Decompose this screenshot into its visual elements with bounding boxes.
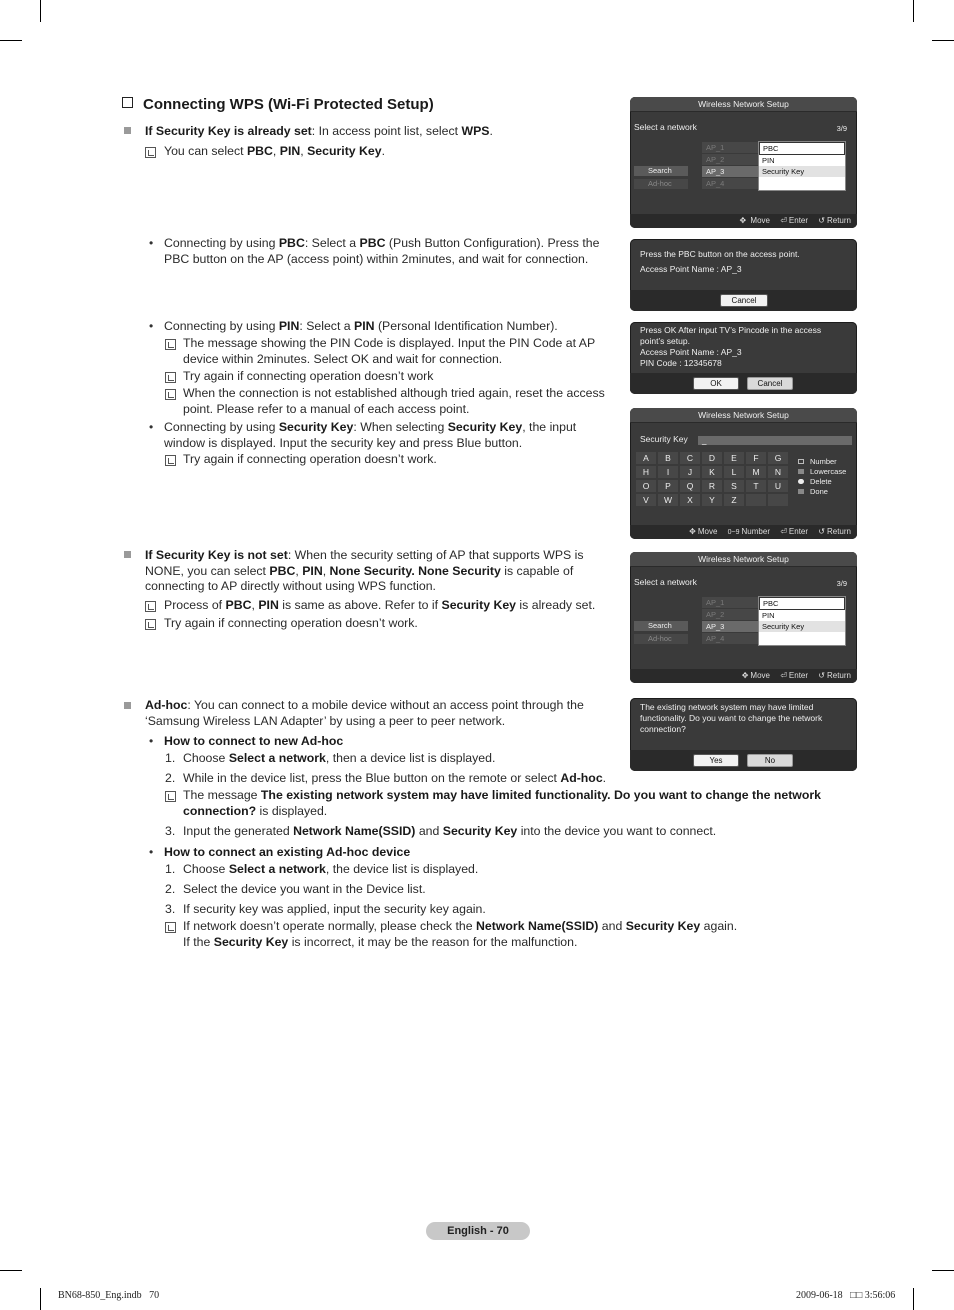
- pin-code: PIN Code : 12345678: [640, 358, 722, 368]
- keyboard-key[interactable]: A: [636, 452, 656, 464]
- yes-button[interactable]: Yes: [693, 754, 739, 767]
- crop-mark: [40, 1288, 41, 1310]
- note-icon: [145, 619, 156, 630]
- pin-message-3: Access Point Name : AP_3: [640, 347, 742, 357]
- circle-icon: [798, 479, 804, 484]
- square-icon: [798, 469, 804, 474]
- menu-item-pin[interactable]: PIN: [762, 611, 775, 620]
- keyboard-key[interactable]: L: [724, 466, 744, 478]
- keyboard-key[interactable]: P: [658, 480, 678, 492]
- menu-item-pbc[interactable]: PBC: [759, 597, 845, 610]
- crop-mark: [932, 40, 954, 41]
- ap-item[interactable]: AP_1: [702, 142, 760, 153]
- keyboard-key[interactable]: R: [702, 480, 722, 492]
- keyboard-key[interactable]: E: [724, 452, 744, 464]
- section-ad-hoc: Ad-hoc: You can connect to a mobile device without an access point through the ‘Samsung Wireless LAN Adapter’ by using a peer to peer network.: [145, 698, 584, 728]
- osd-wireless-network-setup-2: [630, 552, 857, 683]
- bullet-icon: •: [149, 319, 154, 333]
- pin-note-2: Try again if connecting operation doesn’t work: [183, 369, 434, 383]
- bullet-icon: •: [149, 236, 154, 250]
- step-number: 3.: [165, 824, 176, 838]
- ap-item[interactable]: AP_2: [702, 154, 760, 165]
- keyboard-key[interactable]: C: [680, 452, 700, 464]
- note-icon: [165, 339, 176, 350]
- ap-list: [702, 142, 760, 190]
- checkbox-bullet-icon: [122, 97, 133, 108]
- bullet-icon: •: [149, 734, 154, 748]
- keyboard-key[interactable]: I: [658, 466, 678, 478]
- note-icon: [165, 389, 176, 400]
- s2-note-2: Try again if connecting operation doesn’t work.: [164, 616, 418, 630]
- pin-message-2: point’s setup.: [640, 336, 690, 346]
- s2-note-1: Process of PBC, PIN is same as above. Refer to if Security Key is already set.: [164, 598, 596, 612]
- cancel-button[interactable]: Cancel: [747, 377, 793, 390]
- number-keys-icon: 0~9: [727, 529, 740, 536]
- note-text: You can select PBC, PIN, Security Key.: [164, 144, 386, 158]
- keyboard-key[interactable]: K: [702, 466, 722, 478]
- existing-adhoc-heading: How to connect an existing Ad-hoc device: [164, 845, 411, 859]
- menu-item-pin[interactable]: PIN: [762, 156, 775, 165]
- crop-mark: [913, 1288, 914, 1310]
- keyboard-key[interactable]: U: [768, 480, 788, 492]
- ap-item[interactable]: AP_1: [702, 597, 760, 608]
- return-icon: ↺: [818, 671, 825, 680]
- security-key-text: Connecting by using Security Key: When selecting Security Key, the input window is displayed. Input the security key and press Blue button.: [164, 420, 577, 450]
- existing-adhoc-step-1: Choose Select a network, the device list is displayed.: [183, 862, 479, 876]
- square-bullet-icon: [124, 551, 131, 558]
- existing-adhoc-step-2: Select the device you want in the Device list.: [183, 882, 426, 896]
- note-icon: [165, 455, 176, 466]
- note-icon: [145, 147, 156, 158]
- keyboard-key[interactable]: X: [680, 494, 700, 506]
- move-icon: ✥: [741, 671, 749, 680]
- osd-pbc-dialog: [630, 239, 857, 311]
- option-delete[interactable]: Delete: [796, 477, 846, 487]
- menu-item-security-key[interactable]: Security Key: [759, 166, 845, 177]
- enter-icon: ⏎: [780, 527, 787, 536]
- section-security-key-not-set: If Security Key is not set: When the security setting of AP that supports WPS is NONE, you can select PBC, PIN, None Security. None Security is capable of connecting to AP directly without using WPS function.: [145, 548, 584, 593]
- pbc-message-2: Access Point Name : AP_3: [640, 264, 742, 274]
- pbc-text: Connecting by using PBC: Select a PBC (Push Button Configuration). Press the PBC button on the AP (access point) within 2minutes, and wait for connection.: [164, 236, 600, 266]
- print-file-info: BN68-850_Eng.indb 70: [58, 1290, 160, 1301]
- security-key-note: Try again if connecting operation doesn’t work.: [183, 452, 437, 466]
- menu-item-pbc[interactable]: PBC: [759, 142, 845, 155]
- pin-note-1: The message showing the PIN Code is displayed. Input the PIN Code at AP device within 2minutes. Select OK and wait for connection.: [183, 336, 595, 366]
- osd-footer: ✥ Move ⏎ Enter ↺ Return: [630, 669, 857, 683]
- keyboard-key[interactable]: J: [680, 466, 700, 478]
- bullet-icon: •: [149, 420, 154, 434]
- section-security-key-set: If Security Key is already set: In access point list, select WPS.: [145, 124, 493, 138]
- existing-adhoc-step-3: If security key was applied, input the security key again.: [183, 902, 486, 916]
- ap-item[interactable]: AP_2: [702, 609, 760, 620]
- page-title: Connecting WPS (Wi-Fi Protected Setup): [122, 96, 434, 113]
- option-number[interactable]: Number: [796, 457, 846, 467]
- keyboard-key[interactable]: F: [746, 452, 766, 464]
- menu-item-security-key[interactable]: Security Key: [759, 621, 845, 632]
- crop-mark: [0, 1270, 22, 1271]
- square-icon: [798, 489, 804, 494]
- move-icon: ✥: [689, 527, 696, 536]
- keyboard-key[interactable]: Q: [680, 480, 700, 492]
- note-icon: [165, 372, 176, 383]
- enter-icon: ⏎: [780, 671, 787, 680]
- adhoc-message-1: The existing network system may have limited: [640, 702, 814, 712]
- keyboard-key[interactable]: B: [658, 452, 678, 464]
- osd-footer: ✥ Move ⏎ Enter ↺ Return: [630, 214, 857, 228]
- dialog-footer: [630, 750, 857, 771]
- ap-item-selected[interactable]: AP_3: [702, 166, 760, 177]
- new-adhoc-note: The message The existing network system may have limited functionality. Do you want to change the network connection? is displayed.: [183, 788, 821, 818]
- keyboard-key[interactable]: Z: [724, 494, 744, 506]
- keyboard-key[interactable]: D: [702, 452, 722, 464]
- osd-security-key-input: [630, 408, 857, 539]
- dialog-footer: [630, 373, 857, 394]
- step-number: 2.: [165, 882, 176, 896]
- keyboard-key[interactable]: G: [768, 452, 788, 464]
- pin-text: Connecting by using PIN: Select a PIN (Personal Identification Number).: [164, 319, 558, 333]
- keyboard-key[interactable]: V: [636, 494, 656, 506]
- step-number: 1.: [165, 751, 176, 765]
- new-adhoc-step-3: Input the generated Network Name(SSID) and Security Key into the device you want to connect.: [183, 824, 717, 838]
- print-timestamp: 2009-06-18 □□ 3:56:06: [796, 1290, 896, 1301]
- osd-pin-dialog: [630, 322, 857, 394]
- osd-header: Wireless Network Setup: [630, 552, 857, 567]
- keyboard-key[interactable]: O: [636, 480, 656, 492]
- wps-menu: [758, 596, 846, 646]
- bullet-icon: •: [149, 845, 154, 859]
- keyboard-key[interactable]: W: [658, 494, 678, 506]
- dialog-footer: [630, 290, 857, 311]
- osd-wireless-network-setup: [630, 97, 857, 228]
- note-icon: [145, 601, 156, 612]
- ap-list: [702, 597, 760, 645]
- number-icon: [798, 459, 804, 464]
- ap-item[interactable]: AP_4: [702, 178, 760, 189]
- osd-footer: ✥ Move 0~9 Number ⏎ Enter ↺ Return: [630, 525, 857, 539]
- crop-mark: [913, 0, 914, 22]
- adhoc-message-2: functionality. Do you want to change the network: [640, 713, 823, 723]
- keyboard-key[interactable]: N: [768, 466, 788, 478]
- wps-menu: [758, 141, 846, 191]
- keyboard-key[interactable]: Y: [702, 494, 722, 506]
- option-done[interactable]: Done: [796, 487, 846, 497]
- no-button[interactable]: No: [747, 754, 793, 767]
- crop-mark: [932, 1270, 954, 1271]
- option-lowercase[interactable]: Lowercase: [796, 467, 846, 477]
- square-bullet-icon: [124, 702, 131, 709]
- page-indicator: 3/9: [836, 579, 847, 588]
- search-button[interactable]: Search: [634, 166, 688, 176]
- cancel-button[interactable]: Cancel: [720, 294, 768, 307]
- return-icon: ↺: [818, 527, 825, 536]
- security-key-input[interactable]: _: [698, 436, 852, 445]
- new-adhoc-heading: How to connect to new Ad-hoc: [164, 734, 344, 748]
- ok-button[interactable]: OK: [693, 377, 739, 390]
- step-number: 2.: [165, 771, 176, 785]
- osd-header: Wireless Network Setup: [630, 97, 857, 112]
- note-icon: [165, 791, 176, 802]
- ad-hoc-button[interactable]: Ad-hoc: [634, 179, 688, 189]
- keyboard-key[interactable]: T: [746, 480, 766, 492]
- keyboard-options: [796, 457, 846, 497]
- ad-hoc-button[interactable]: Ad-hoc: [634, 634, 688, 644]
- return-icon: ↺: [818, 216, 825, 225]
- crop-mark: [0, 40, 22, 41]
- new-adhoc-step-1: Choose Select a network, then a device list is displayed.: [183, 751, 496, 765]
- security-key-label: Security Key: [640, 434, 688, 444]
- pin-note-3: When the connection is not established although tried again, reset the access point. Please refer to a manual of each access point.: [183, 386, 605, 416]
- keyboard-key[interactable]: S: [724, 480, 744, 492]
- keyboard-key[interactable]: M: [746, 466, 766, 478]
- square-bullet-icon: [124, 127, 131, 134]
- keyboard-key[interactable]: [746, 494, 766, 506]
- enter-icon: ⏎: [780, 216, 787, 225]
- ap-item-selected[interactable]: AP_3: [702, 621, 760, 632]
- keyboard-key[interactable]: [768, 494, 788, 506]
- existing-adhoc-note: If network doesn’t operate normally, please check the Network Name(SSID) and Security Key again. If the Security Key is incorrect, it may be the reason for the malfunction.: [183, 919, 738, 949]
- osd-adhoc-dialog: [630, 698, 857, 771]
- note-icon: [165, 922, 176, 933]
- step-number: 1.: [165, 862, 176, 876]
- step-number: 3.: [165, 902, 176, 916]
- osd-header: Wireless Network Setup: [630, 408, 857, 423]
- new-adhoc-step-2: While in the device list, press the Blue button on the remote or select Ad-hoc.: [183, 771, 607, 785]
- keyboard-key[interactable]: H: [636, 466, 656, 478]
- page-number: English - 70: [426, 1222, 530, 1240]
- select-network-label: Select a network: [634, 577, 697, 587]
- page-indicator: 3/9: [836, 124, 847, 133]
- crop-mark: [40, 0, 41, 22]
- pin-message-1: Press OK After input TV’s Pincode in the access: [640, 325, 822, 335]
- select-network-label: Select a network: [634, 122, 697, 132]
- adhoc-message-3: connection?: [640, 724, 686, 734]
- search-button[interactable]: Search: [634, 621, 688, 631]
- ap-item[interactable]: AP_4: [702, 633, 760, 644]
- pbc-message-1: Press the PBC button on the access point.: [640, 249, 800, 259]
- move-icon: ✥: [739, 216, 747, 225]
